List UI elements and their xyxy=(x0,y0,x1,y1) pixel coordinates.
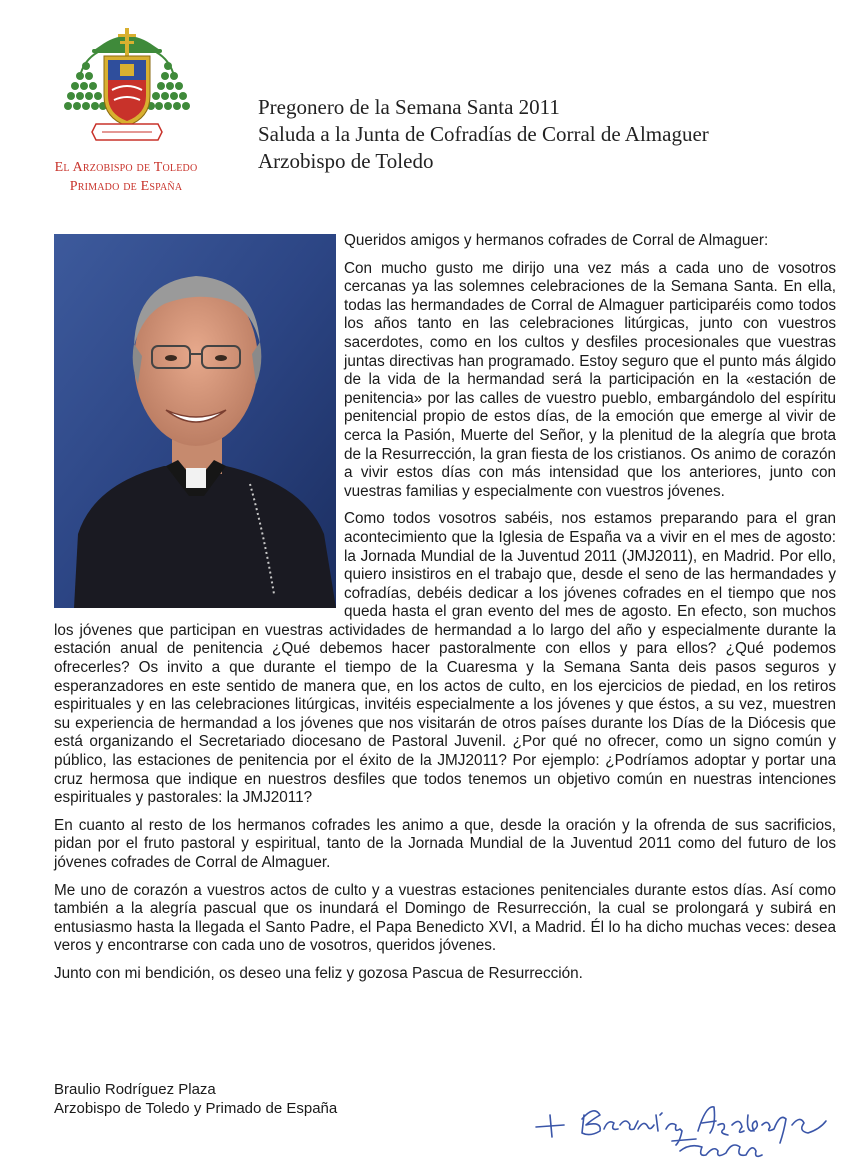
signoff-name: Braulio Rodríguez Plaza xyxy=(54,1081,216,1098)
letter-paragraph-2: Como todos vosotros sabéis, nos estamos preparando para el gran acontecimiento que la Iglesia de España va a vivir en el mes de agosto: la Jornada Mundial de la Juventud 2011 (JMJ2011), en Madrid. Por ello, quiero insistiros en el trabajo que, desde el seno de las hermandades y cofradías, debéis dedicar a los jóvenes cofrades en el tiempo que nos queda hasta el gran evento del mes de agosto. En efecto, son muchos los jóvenes que participan en vuestras actividades de hermandad a lo largo del año y especialmente durante la estación anual de penitencia ¿Qué debemos hacer pastoralmente con ellos y para ellos? ¿Qué podemos ofrecerles? Os invito a que durante el tiempo de la Cuaresma y la Semana Santa deis pasos seguros y esperanzadores en este sentido de manera que, en los actos de culto, en los ejercicios de piedad, en los retiros espirituales y en las celebraciones litúrgicas, invitéis especialmente a los jóvenes y que éstos, a su vez, muestren su experiencia de hermandad a los jóvenes que nos visitarán de otros países durante los Días de la Diócesis que está organizando el Secretariado diocesano de Pastoral Juvenil. ¿Por qué no ofrecer, como un signo común y público, las estaciones de penitencia por el éxito de la JMJ2011? Por ejemplo: ¿Podríamos adoptar y portar una cruz hermosa que indique en nuestros desfiles que todos tenemos un objetivo común en nuestras intenciones espirituales y pastorales: la JMJ2011? xyxy=(54,510,836,807)
heading-line3: Arzobispo de Toledo xyxy=(258,149,434,173)
heading-line2: Saluda a la Junta de Cofradías de Corral de Almaguer xyxy=(258,122,709,146)
crest-caption-line2: Primado de España xyxy=(69,179,183,194)
letter-paragraph-4: Me uno de corazón a vuestros actos de culto y a vuestras estaciones penitenciales durante estos días. Así como también a la alegría pascual que os inundará el Domingo de Resurrección, la cual se prolongará y subirá en entusiasmo hasta la llegada el Santo Padre, el Papa Benedicto XVI, a Madrid. Él lo ha dicho muchas veces: desea veros y encontrarse con cada uno de vosotros, queridos jóvenes. xyxy=(54,881,836,955)
crest-caption-line1: El Arzobispo de Toledo xyxy=(54,160,198,175)
letter-closing: Junto con mi bendición, os deseo una feliz y gozosa Pascua de Resurrección. xyxy=(54,964,583,982)
heading-line1: Pregonero de la Semana Santa 2011 xyxy=(258,95,560,119)
signoff-title: Arzobispo de Toledo y Primado de España xyxy=(54,1100,338,1117)
letter-body xyxy=(54,232,836,993)
letter-paragraph-3: En cuanto al resto de los hermanos cofrades les animo a que, desde la oración y la ofrenda de sus sacrificios, pidan por el fruto pastoral y espiritual, tanto de la Jornada Mundial de la Juventud 2011 como del futuro de los jóvenes cofrades de Corral de Almaguer. xyxy=(54,816,836,871)
signoff-block xyxy=(54,1080,337,1118)
crest-caption xyxy=(42,158,210,196)
handwritten-signature xyxy=(530,1085,836,1165)
letter-paragraph-1: Con mucho gusto me dirijo una vez más a cada uno de vosotros cercanas ya las solemnes celebraciones de la Semana Santa. En ella, todas las hermandades de Corral de Almaguer participaréis como todos los años tanto en las celebraciones litúrgicas, junto con vuestros sacerdotes, como en los cultos y desfiles procesionales que vuestras juntas directivas han programado. Estoy seguro que el punto más álgido de la vida de la hermandad será la participación en la «estación de penitencia» por las calles de vuestro pueblo, embargándolo del espíritu penitencial propio de estos días, de la emoción que emerge al vivir de cerca la Pasión, Muerte del Señor, y la plenitud de la alegría que brota de la Resurrección, la gran fiesta de los cristianos. Os animo de corazón a vivir estos días con más intensidad que los anteriores, junto con vuestras familias y especialmente con vuestros jóvenes. xyxy=(344,259,836,500)
letter-greeting: Queridos amigos y hermanos cofrades de Corral de Almaguer: xyxy=(344,232,769,249)
archbishop-coat-of-arms-icon xyxy=(62,20,192,152)
page-heading xyxy=(258,94,848,175)
